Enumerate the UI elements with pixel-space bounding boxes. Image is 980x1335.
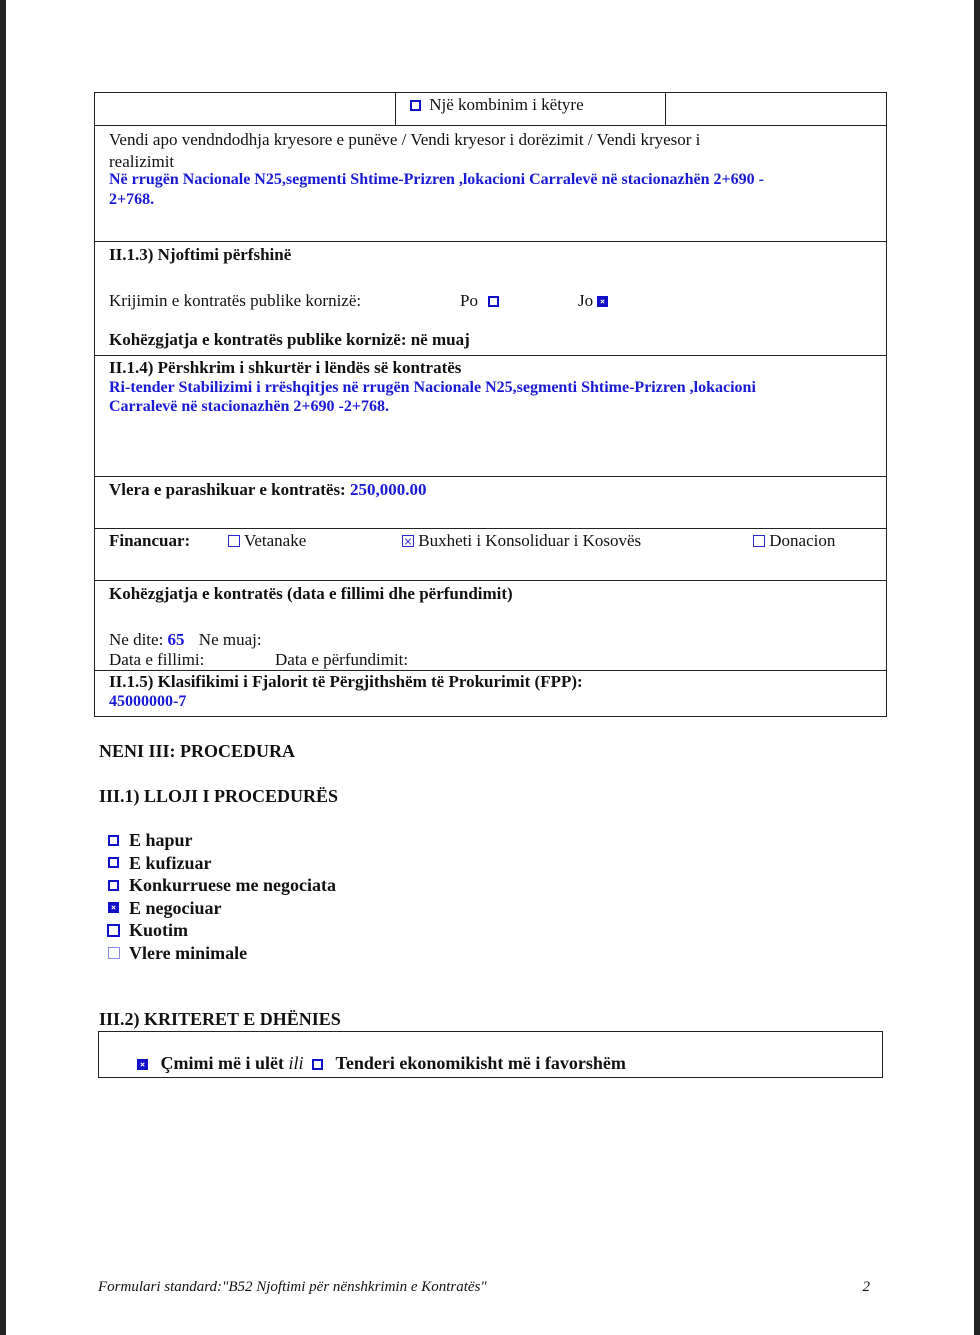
budget-label: Buxheti i Konsoliduar i Kosovës <box>418 531 642 550</box>
section-114-title: II.1.4) Përshkrim i shkurtër i lëndës së kontratës <box>109 358 462 377</box>
location-cell <box>94 125 887 242</box>
criteria-heading: III.2) KRITERET E DHËNIES <box>99 1009 341 1029</box>
criteria-connector: ili <box>288 1053 304 1073</box>
framework-yes-label: Po <box>460 291 478 310</box>
procedure-type-heading: III.1) LLOJI I PROCEDURËS <box>99 786 339 806</box>
cpv-code: 45000000-7 <box>109 693 187 710</box>
section-113-cell <box>94 241 887 356</box>
procedure-type-item[interactable] <box>107 919 336 942</box>
procedure-type-item[interactable] <box>108 874 336 897</box>
combination-label: Një kombinim i këtyre <box>429 95 584 114</box>
location-value-1: Në rrugën Nacionale N25,segmenti Shtime-Prizren ,lokacioni Carralevë në stacionazhën 2+690 - <box>109 171 764 188</box>
framework-duration-label: Kohëzgjatja e kontratës publike kornizë: në muaj <box>109 330 470 349</box>
location-label-2: realizimit <box>109 152 175 171</box>
procedure-type-label: Kuotim <box>129 920 189 940</box>
section-113-title: II.1.3) Njoftimi përfshinë <box>109 245 292 264</box>
procedure-quotation-checkbox[interactable] <box>107 924 120 937</box>
estimated-value-label: Vlera e parashikuar e kontratës: <box>109 480 346 499</box>
financing-label: Financuar: <box>109 531 191 550</box>
duration-title: Kohëzgjatja e kontratës (data e fillimi dhe përfundimit) <box>109 584 513 603</box>
section-115-title: II.1.5) Klasifikimi i Fjalorit të Përgjithshëm të Prokurimit (FPP): <box>109 672 583 691</box>
vetanake-label: Vetanake <box>243 531 307 550</box>
combination-checkbox[interactable] <box>410 100 421 111</box>
estimated-value-cell <box>94 476 887 529</box>
procedure-type-label: E kufizuar <box>129 852 212 873</box>
procedure-type-list <box>108 829 336 964</box>
procedure-type-item[interactable] <box>108 829 336 852</box>
procedure-open-checkbox[interactable] <box>108 835 119 846</box>
procedure-type-label: E negociuar <box>129 897 222 918</box>
top-row-cell-3 <box>665 92 887 126</box>
location-label-1: Vendi apo vendndodhja kryesore e punëve / Vendi kryesor i dorëzimit / Vendi kryesor i <box>109 130 701 149</box>
financing-option-donacion[interactable] <box>753 531 835 551</box>
page-footer <box>98 1279 870 1296</box>
procedure-negotiated-checkbox[interactable] <box>108 902 119 913</box>
vetanake-checkbox[interactable] <box>228 535 240 547</box>
procedure-heading: NENI III: PROCEDURA <box>99 741 296 761</box>
start-date-label: Data e fillimi: <box>109 650 205 669</box>
procedure-type-label: E hapur <box>129 830 193 850</box>
donacion-checkbox[interactable] <box>753 535 765 547</box>
procedure-type-label: Vlere minimale <box>129 942 248 963</box>
donacion-label: Donacion <box>769 531 836 550</box>
page-number: 2 <box>862 1279 870 1295</box>
framework-no-label: Jo <box>578 291 594 310</box>
top-row-cell-2 <box>395 92 666 126</box>
economic-tender-label: Tenderi ekonomikisht më i favorshëm <box>335 1053 626 1073</box>
budget-checkbox[interactable] <box>402 535 414 547</box>
procedure-type-item[interactable] <box>108 942 336 965</box>
framework-yes-checkbox[interactable] <box>488 296 499 307</box>
criteria-cell <box>98 1031 883 1078</box>
estimated-value: 250,000.00 <box>349 480 427 499</box>
procedure-type-item[interactable] <box>108 897 336 920</box>
lowest-price-checkbox[interactable] <box>137 1059 148 1070</box>
top-row-cell-1 <box>94 92 396 126</box>
section-114-value-1: Ri-tender Stabilizimi i rrëshqitjes në rrugën Nacionale N25,segmenti Shtime-Prizren ,lokacioni <box>109 379 756 396</box>
lowest-price-label: Çmimi më i ulët <box>160 1053 284 1073</box>
footer-form-name: Formulari standard:"B52 Njoftimi për nënshkrimin e Kontratës" <box>98 1279 487 1295</box>
economic-tender-checkbox[interactable] <box>312 1059 323 1070</box>
procedure-competitive-checkbox[interactable] <box>108 880 119 891</box>
section-115-cell <box>94 670 887 717</box>
framework-no-checkbox[interactable] <box>597 296 608 307</box>
procedure-type-label: Konkurruese me negociata <box>129 875 336 895</box>
financing-option-budget[interactable] <box>402 531 641 551</box>
days-value: 65 <box>167 630 185 649</box>
end-date-label: Data e përfundimit: <box>275 650 409 669</box>
location-value-2: 2+768. <box>109 191 155 208</box>
days-label: Ne dite: <box>109 630 164 649</box>
section-114-value-2: Carralevë në stacionazhën 2+690 -2+768. <box>109 398 389 415</box>
duration-cell <box>94 580 887 671</box>
framework-label: Krijimin e kontratës publike kornizë: <box>109 291 362 310</box>
procedure-type-item[interactable] <box>108 852 336 875</box>
financing-option-vetanake[interactable] <box>228 531 306 551</box>
section-114-cell <box>94 355 887 477</box>
months-label: Ne muaj: <box>198 630 262 649</box>
procedure-restricted-checkbox[interactable] <box>108 857 119 868</box>
financing-cell <box>94 528 887 581</box>
procedure-minimal-value-checkbox[interactable] <box>108 947 120 959</box>
